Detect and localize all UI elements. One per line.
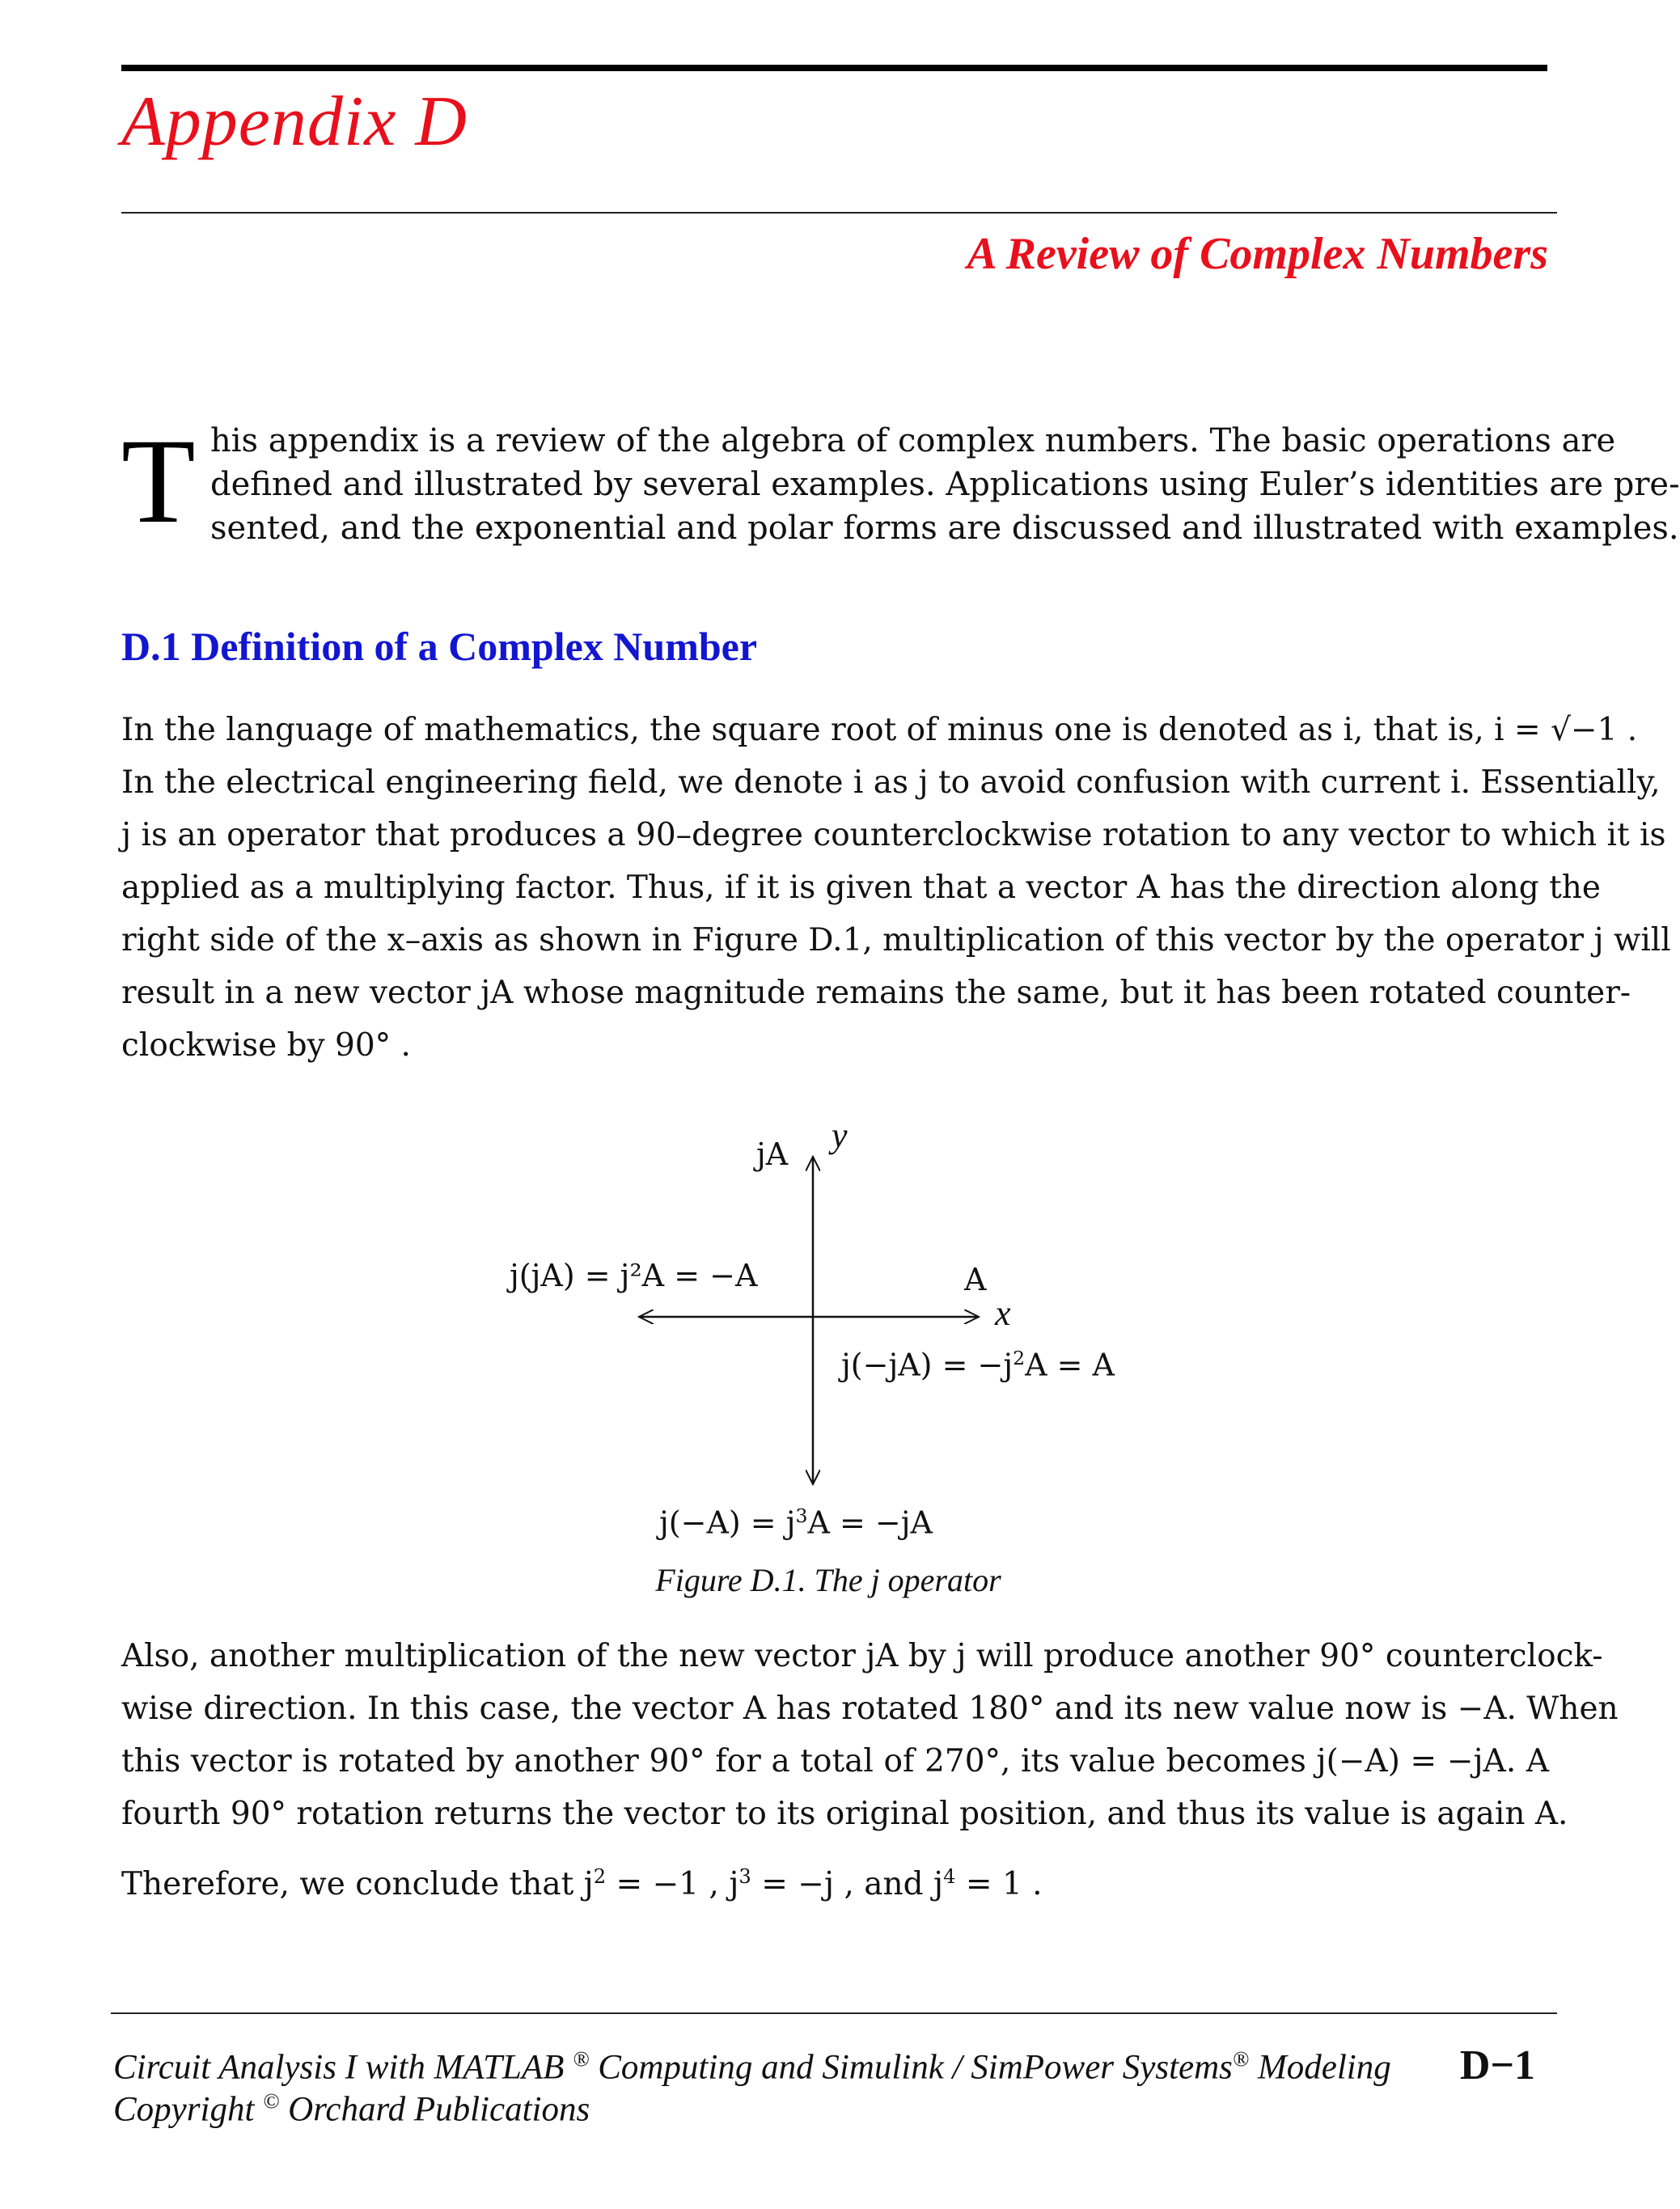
text-line: Also, another multiplication of the new vector jA by j will produce another 90° counterclock- — [121, 1638, 1603, 1674]
title-rule — [121, 212, 1557, 214]
intro-line: his appendix is a review of the algebra of complex numbers. The basic operations are — [210, 422, 1616, 459]
text-line: j is an operator that produces a 90–degree counterclockwise rotation to any vector to which it is — [121, 817, 1666, 853]
text-line: In the language of mathematics, the square root of minus one is denoted as i, that is, i = √−1 . — [121, 712, 1638, 748]
text-line: fourth 90° rotation returns the vector to its original position, and thus its value is again A. — [121, 1796, 1568, 1832]
page-number: D−1 — [1459, 2042, 1535, 2088]
intro-lines — [210, 419, 1680, 550]
text-line: applied as a multiplying factor. Thus, if it is given that a vector A has the direction along the — [121, 870, 1601, 906]
copyright: Copyright © Orchard Publications — [113, 2088, 590, 2129]
text-line: result in a new vector jA whose magnitude remains the same, but it has been rotated counter- — [121, 975, 1631, 1011]
definition-paragraph — [121, 704, 1671, 1072]
text-line: right side of the x–axis as shown in Figure D.1, multiplication of this vector by the operator j will — [121, 922, 1671, 959]
appendix-subtitle: A Review of Complex Numbers — [967, 229, 1548, 279]
j-operator-figure — [0, 1100, 1657, 1634]
text-line: In the electrical engineering field, we denote i as j to avoid confusion with current i. Essentially, — [121, 764, 1661, 801]
book-title: Circuit Analysis I with MATLAB ® Computing and Simulink / SimPower Systems® Modeling — [113, 2046, 1391, 2087]
label-x-axis: x — [995, 1293, 1011, 1333]
text-line: clockwise by 90° . — [121, 1027, 411, 1064]
label-jA: jA — [756, 1136, 789, 1172]
text-line: this vector is rotated by another 90° for a total of 270°, its value becomes j(−A) = −jA. A — [121, 1743, 1550, 1779]
drop-cap: T — [121, 414, 196, 548]
label-j-neg-A: $j(-A) = j^3A = -jA$ — [659, 1504, 933, 1541]
rotation-paragraph — [121, 1630, 1619, 1905]
label-j-jA: j(jA) = j²A = −A — [510, 1258, 758, 1293]
label-y-axis: y — [832, 1115, 848, 1155]
text-line: Therefore, we conclude that $j^2 = -1$ , $j^3 = -j$ , and $j^4 = 1$ . — [121, 1865, 1043, 1902]
top-thick-rule — [121, 65, 1547, 71]
appendix-title: Appendix D — [121, 83, 468, 161]
footer-rule — [111, 2012, 1557, 2014]
text-line: wise direction. In this case, the vector A has rotated 180° and its new value now is −A. When — [121, 1691, 1619, 1727]
section-heading: D.1 Definition of a Complex Number — [121, 624, 758, 669]
label-j-neg-jA: $j(-jA) = -j^2A = A$ — [841, 1347, 1115, 1383]
axes-diagram — [0, 1100, 1657, 1634]
label-A: A — [964, 1262, 987, 1297]
intro-line: sented, and the exponential and polar forms are discussed and illustrated with examples. — [210, 510, 1679, 547]
intro-paragraph — [121, 414, 1680, 565]
page-footer — [113, 2042, 1553, 2143]
figure-caption: Figure D.1. The j operator — [655, 1562, 1001, 1598]
intro-line: defined and illustrated by several examples. Applications using Euler’s identities are pre- — [210, 466, 1680, 503]
